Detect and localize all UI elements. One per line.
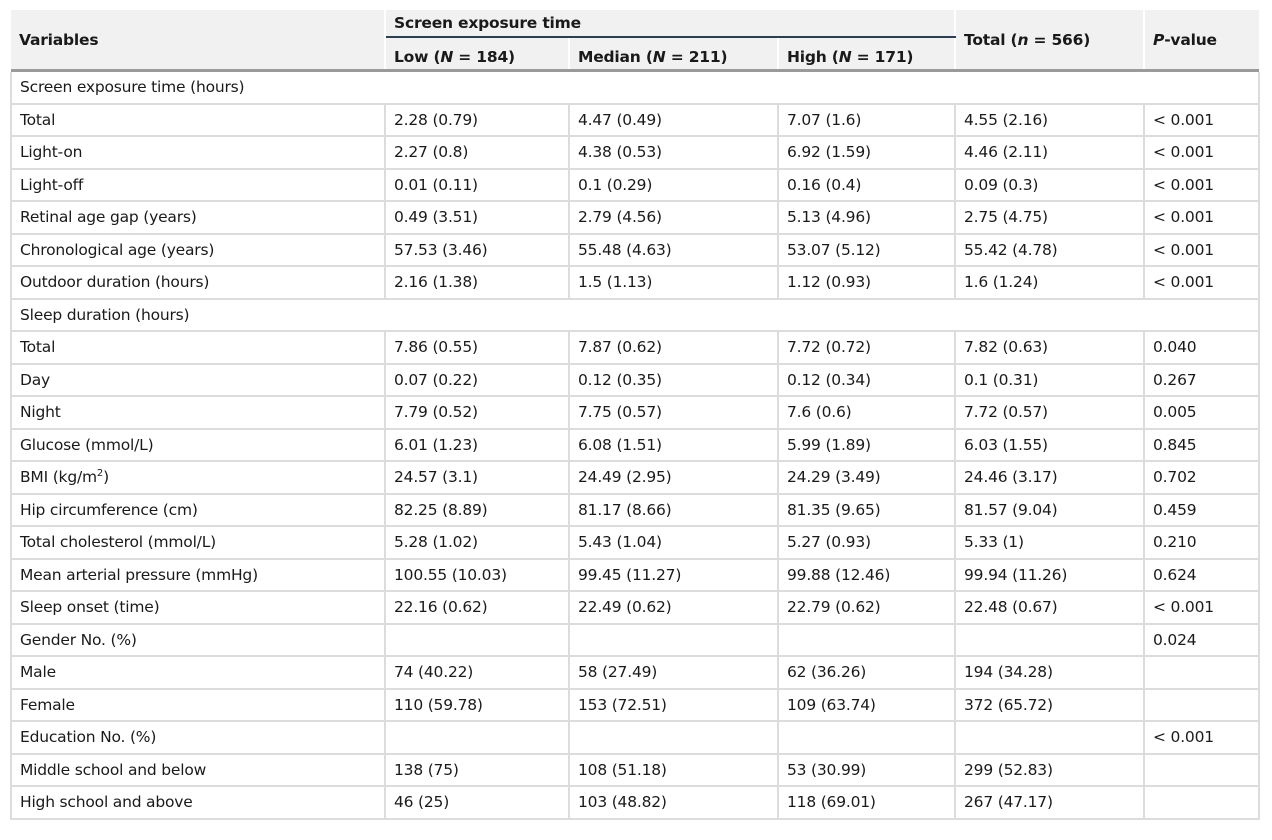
cell-median: 81.17 (8.66) — [569, 494, 778, 527]
row-label: Sleep onset (time) — [11, 591, 385, 624]
cell-low: 110 (59.78) — [385, 689, 569, 722]
cell-p-value — [1144, 786, 1259, 819]
row-label: Total — [11, 331, 385, 364]
table-row — [11, 364, 1259, 397]
table-row — [11, 201, 1259, 234]
cell-high: 22.79 (0.62) — [778, 591, 955, 624]
section-row — [11, 299, 1259, 332]
table-row — [11, 689, 1259, 722]
table-row — [11, 461, 1259, 494]
table-row — [11, 169, 1259, 202]
cell-p-value: < 0.001 — [1144, 201, 1259, 234]
cell-low: 22.16 (0.62) — [385, 591, 569, 624]
table-row — [11, 526, 1259, 559]
cell-median: 22.49 (0.62) — [569, 591, 778, 624]
cell-total — [955, 624, 1144, 657]
cell-median: 99.45 (11.27) — [569, 559, 778, 592]
header-high: High (N = 171) — [778, 37, 955, 69]
cell-high: 5.99 (1.89) — [778, 429, 955, 462]
cell-high: 24.29 (3.49) — [778, 461, 955, 494]
cell-p-value: 0.210 — [1144, 526, 1259, 559]
row-label: Chronological age (years) — [11, 234, 385, 267]
row-label: Gender No. (%) — [11, 624, 385, 657]
cell-high: 99.88 (12.46) — [778, 559, 955, 592]
cell-high: 0.12 (0.34) — [778, 364, 955, 397]
cell-p-value: 0.624 — [1144, 559, 1259, 592]
cell-median: 55.48 (4.63) — [569, 234, 778, 267]
cell-median: 24.49 (2.95) — [569, 461, 778, 494]
cell-median: 4.47 (0.49) — [569, 104, 778, 137]
cell-high: 53 (30.99) — [778, 754, 955, 787]
cell-p-value — [1144, 656, 1259, 689]
cell-total: 0.09 (0.3) — [955, 169, 1144, 202]
table-row — [11, 266, 1259, 299]
cell-total: 55.42 (4.78) — [955, 234, 1144, 267]
cell-high: 118 (69.01) — [778, 786, 955, 819]
cell-median: 58 (27.49) — [569, 656, 778, 689]
header-low: Low (N = 184) — [385, 37, 569, 69]
cell-median — [569, 624, 778, 657]
cell-median: 4.38 (0.53) — [569, 136, 778, 169]
cell-median: 108 (51.18) — [569, 754, 778, 787]
section-label: Screen exposure time (hours) — [11, 72, 1259, 104]
table-header — [11, 10, 1259, 72]
cell-low — [385, 721, 569, 754]
section-label: Sleep duration (hours) — [11, 299, 1259, 332]
cell-low — [385, 624, 569, 657]
cell-total — [955, 721, 1144, 754]
table-row — [11, 559, 1259, 592]
row-label: Education No. (%) — [11, 721, 385, 754]
cell-total: 194 (34.28) — [955, 656, 1144, 689]
table-row — [11, 331, 1259, 364]
cell-median: 7.87 (0.62) — [569, 331, 778, 364]
cell-high: 53.07 (5.12) — [778, 234, 955, 267]
cell-p-value: < 0.001 — [1144, 234, 1259, 267]
table-row — [11, 656, 1259, 689]
row-label: Light-off — [11, 169, 385, 202]
cell-low: 57.53 (3.46) — [385, 234, 569, 267]
cell-low: 5.28 (1.02) — [385, 526, 569, 559]
cell-median: 153 (72.51) — [569, 689, 778, 722]
cell-p-value — [1144, 754, 1259, 787]
cell-total: 4.55 (2.16) — [955, 104, 1144, 137]
cell-total: 299 (52.83) — [955, 754, 1144, 787]
cell-high — [778, 721, 955, 754]
row-label: Female — [11, 689, 385, 722]
cell-low: 138 (75) — [385, 754, 569, 787]
cell-total: 24.46 (3.17) — [955, 461, 1144, 494]
row-label: Night — [11, 396, 385, 429]
cell-low: 2.27 (0.8) — [385, 136, 569, 169]
cell-total: 7.82 (0.63) — [955, 331, 1144, 364]
cell-p-value: < 0.001 — [1144, 104, 1259, 137]
cell-low: 2.16 (1.38) — [385, 266, 569, 299]
cell-p-value: 0.459 — [1144, 494, 1259, 527]
row-label: Retinal age gap (years) — [11, 201, 385, 234]
cell-low: 24.57 (3.1) — [385, 461, 569, 494]
cell-p-value: < 0.001 — [1144, 169, 1259, 202]
cell-total: 7.72 (0.57) — [955, 396, 1144, 429]
cell-low: 100.55 (10.03) — [385, 559, 569, 592]
cell-p-value: 0.040 — [1144, 331, 1259, 364]
table-row — [11, 104, 1259, 137]
cell-median: 6.08 (1.51) — [569, 429, 778, 462]
cell-low: 0.01 (0.11) — [385, 169, 569, 202]
table-row — [11, 396, 1259, 429]
row-label: High school and above — [11, 786, 385, 819]
row-label: Total cholesterol (mmol/L) — [11, 526, 385, 559]
cell-high: 81.35 (9.65) — [778, 494, 955, 527]
cell-median: 5.43 (1.04) — [569, 526, 778, 559]
cell-total: 6.03 (1.55) — [955, 429, 1144, 462]
cell-median: 103 (48.82) — [569, 786, 778, 819]
cell-p-value: 0.024 — [1144, 624, 1259, 657]
cell-high: 7.6 (0.6) — [778, 396, 955, 429]
row-label: Middle school and below — [11, 754, 385, 787]
cell-total: 1.6 (1.24) — [955, 266, 1144, 299]
cell-high: 5.27 (0.93) — [778, 526, 955, 559]
row-label: Mean arterial pressure (mmHg) — [11, 559, 385, 592]
cell-high: 1.12 (0.93) — [778, 266, 955, 299]
cell-median: 0.1 (0.29) — [569, 169, 778, 202]
cell-p-value: 0.005 — [1144, 396, 1259, 429]
cell-low: 7.86 (0.55) — [385, 331, 569, 364]
cell-low: 7.79 (0.52) — [385, 396, 569, 429]
data-table — [10, 10, 1260, 820]
cell-high: 7.07 (1.6) — [778, 104, 955, 137]
cell-total: 372 (65.72) — [955, 689, 1144, 722]
cell-high: 6.92 (1.59) — [778, 136, 955, 169]
cell-median: 0.12 (0.35) — [569, 364, 778, 397]
section-row — [11, 72, 1259, 104]
cell-low: 0.07 (0.22) — [385, 364, 569, 397]
cell-total: 22.48 (0.67) — [955, 591, 1144, 624]
row-label: Hip circumference (cm) — [11, 494, 385, 527]
cell-p-value: 0.702 — [1144, 461, 1259, 494]
cell-low: 2.28 (0.79) — [385, 104, 569, 137]
cell-p-value — [1144, 689, 1259, 722]
table-row — [11, 754, 1259, 787]
cell-p-value: < 0.001 — [1144, 136, 1259, 169]
row-label: Day — [11, 364, 385, 397]
cell-median — [569, 721, 778, 754]
header-median: Median (N = 211) — [569, 37, 778, 69]
cell-low: 6.01 (1.23) — [385, 429, 569, 462]
cell-low: 82.25 (8.89) — [385, 494, 569, 527]
header-total: Total (n = 566) — [955, 10, 1144, 69]
row-label: Glucose (mmol/L) — [11, 429, 385, 462]
cell-high: 62 (36.26) — [778, 656, 955, 689]
cell-total: 99.94 (11.26) — [955, 559, 1144, 592]
header-p-value: P-value — [1144, 10, 1259, 69]
cell-low: 0.49 (3.51) — [385, 201, 569, 234]
row-label: Total — [11, 104, 385, 137]
table-row — [11, 429, 1259, 462]
cell-median: 7.75 (0.57) — [569, 396, 778, 429]
cell-total: 267 (47.17) — [955, 786, 1144, 819]
table-row — [11, 234, 1259, 267]
cell-p-value: < 0.001 — [1144, 591, 1259, 624]
header-screen-exposure-time: Screen exposure time — [385, 10, 955, 37]
header-variables: Variables — [11, 10, 385, 69]
table-row — [11, 591, 1259, 624]
cell-median: 2.79 (4.56) — [569, 201, 778, 234]
cell-high: 7.72 (0.72) — [778, 331, 955, 364]
cell-total: 5.33 (1) — [955, 526, 1144, 559]
cell-total: 81.57 (9.04) — [955, 494, 1144, 527]
cell-low: 46 (25) — [385, 786, 569, 819]
cell-high: 0.16 (0.4) — [778, 169, 955, 202]
table-row — [11, 494, 1259, 527]
cell-median: 1.5 (1.13) — [569, 266, 778, 299]
row-label: Male — [11, 656, 385, 689]
cell-total: 2.75 (4.75) — [955, 201, 1144, 234]
cell-p-value: 0.267 — [1144, 364, 1259, 397]
row-label: Light-on — [11, 136, 385, 169]
cell-total: 4.46 (2.11) — [955, 136, 1144, 169]
row-label: BMI $(kg/m^2)$ — [11, 461, 385, 494]
table-row — [11, 721, 1259, 754]
cell-high — [778, 624, 955, 657]
cell-high: 109 (63.74) — [778, 689, 955, 722]
cell-p-value: 0.845 — [1144, 429, 1259, 462]
cell-total: 0.1 (0.31) — [955, 364, 1144, 397]
table-row — [11, 624, 1259, 657]
cell-p-value: < 0.001 — [1144, 721, 1259, 754]
table-body — [11, 72, 1259, 819]
cell-low: 74 (40.22) — [385, 656, 569, 689]
cell-high: 5.13 (4.96) — [778, 201, 955, 234]
cell-p-value: < 0.001 — [1144, 266, 1259, 299]
row-label: Outdoor duration (hours) — [11, 266, 385, 299]
table-row — [11, 786, 1259, 819]
table-row — [11, 136, 1259, 169]
